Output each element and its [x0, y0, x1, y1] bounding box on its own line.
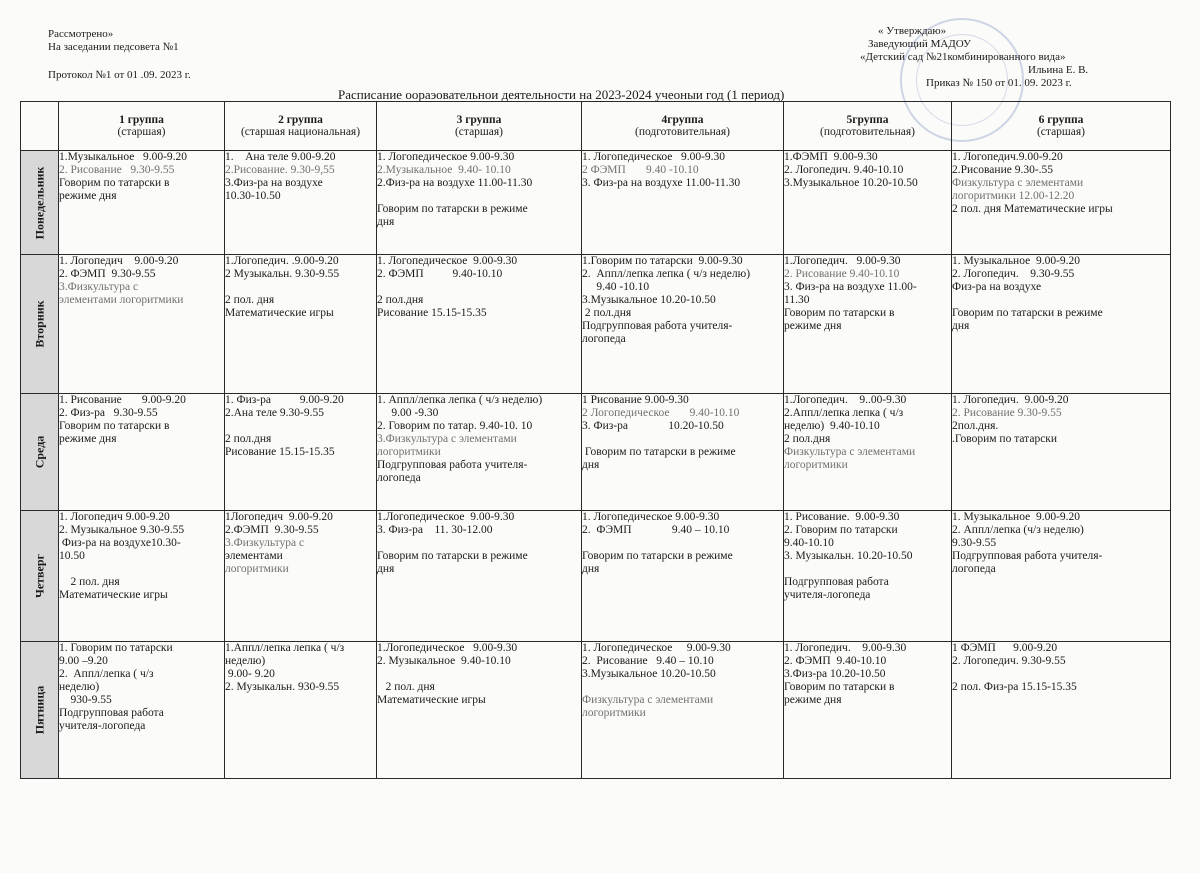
approve-label: « Утверждаю»	[878, 25, 947, 37]
activity-line: режиме дня	[784, 694, 842, 706]
activity-line: режиме дня	[59, 190, 117, 202]
activity-line: учителя-логопеда	[59, 720, 146, 732]
activity-line: 2.Физ-ра на воздухе 11.00-11.30	[377, 177, 533, 189]
activity-line: логопеда	[582, 333, 626, 345]
activity-line: Математические игры	[377, 694, 486, 706]
day-row	[21, 394, 1171, 511]
activity-line: 1.Аппл/лепка лепка ( ч/з	[225, 642, 345, 654]
activity-line: 2. ФЭМП 9.40-10.10	[784, 655, 887, 667]
activity-line: режиме дня	[59, 433, 117, 445]
activity-line: Подгрупповая работа учителя-	[582, 320, 733, 332]
day-name: Понедельник	[32, 166, 46, 239]
schedule-cell	[225, 511, 377, 642]
activity-line: 1. Логопедическое 9.00-9.30	[377, 151, 515, 163]
schedule-cell	[952, 642, 1171, 779]
activity-line: дня	[952, 320, 970, 332]
activity-line: 1. Логопедическое 9.00-9.30	[582, 151, 726, 163]
activity-line: 2 пол.дня	[784, 433, 831, 445]
activity-line: 9.00- 9.20	[225, 668, 275, 680]
schedule-cell	[377, 642, 582, 779]
activity-line	[377, 190, 581, 203]
activity-line: 1.Говорим по татарски 9.00-9.30	[582, 255, 743, 267]
schedule-cell	[59, 394, 225, 511]
activity-line: Физ-ра на воздухе	[952, 281, 1042, 293]
group-header-4: 4группа (подготовительная)	[582, 102, 784, 151]
activity-line: 2. Рисование 9.40 – 10.10	[582, 655, 714, 667]
activity-line: 1. Логопедич.9.00-9.20	[952, 151, 1063, 163]
activity-line: учителя-логопеда	[784, 589, 871, 601]
activity-line: режиме дня	[784, 320, 842, 332]
schedule-cell	[59, 511, 225, 642]
day-row	[21, 642, 1171, 779]
activity-line: Физкультура с элементами	[784, 446, 916, 458]
activity-line: Математические игры	[59, 589, 168, 601]
day-label-cell	[21, 642, 59, 779]
activity-line: 3.Физ-ра 10.20-10.50	[784, 668, 886, 680]
schedule-cell	[225, 151, 377, 255]
activity-line: 2. Музыкальн. 930-9.55	[225, 681, 340, 693]
activity-line: 1.Логопедическое 9.00-9.30	[377, 642, 518, 654]
activity-line: 1. Логопедич. 9.00-9.30	[784, 642, 907, 654]
activity-line: 1. Физ-ра 9.00-9.20	[225, 394, 344, 406]
schedule-cell	[59, 255, 225, 394]
activity-line: 2.Ана теле 9.30-9.55	[225, 407, 324, 419]
activity-line	[225, 281, 376, 294]
schedule-cell	[225, 642, 377, 779]
activity-line: 3. Музыкальн. 10.20-10.50	[784, 550, 913, 562]
day-label-cell	[21, 151, 59, 255]
activity-line	[784, 563, 951, 576]
activity-line: дня	[582, 459, 600, 471]
activity-line: .Говорим по татарски	[952, 433, 1058, 445]
activity-line: 2 пол. Физ-ра 15.15-15.35	[952, 681, 1077, 693]
council-line: На заседании педсовета №1	[48, 41, 179, 53]
activity-line: 2. ФЭМП 9.30-9.55	[59, 268, 156, 280]
activity-line: 1. Логопедическое 9.00-9.30	[582, 642, 731, 654]
schedule-cell	[377, 151, 582, 255]
schedule-cell	[377, 255, 582, 394]
group-header-6: 6 группа (старшая)	[952, 102, 1171, 151]
activity-line	[582, 537, 783, 550]
activity-line: 2 пол.дня	[225, 433, 272, 445]
activity-line: 3. Физ-ра 11. 30-12.00	[377, 524, 493, 536]
activity-line: Говорим по татарски в режиме	[377, 203, 528, 215]
activity-line: Математические игры	[225, 307, 334, 319]
activity-line: 3. Физ-ра на воздухе 11.00-	[784, 281, 917, 293]
activity-line: Говорим по татарски в	[59, 420, 170, 432]
activity-line: элементами	[225, 550, 283, 562]
activity-line	[582, 681, 783, 694]
day-name: Вторник	[32, 300, 46, 348]
activity-line: 2 пол.дня	[377, 294, 424, 306]
activity-line: 9.00 -9.30	[377, 407, 439, 419]
activity-line: 2 пол. дня	[59, 576, 120, 588]
schedule-cell	[582, 394, 784, 511]
activity-line: 1. Логопедич. 9.00-9.20	[952, 394, 1069, 406]
activity-line: 2. Рисование 9.30-9.55	[59, 164, 175, 176]
activity-line: Физкультура с элементами	[582, 694, 714, 706]
schedule-cell	[784, 255, 952, 394]
activity-line	[225, 420, 376, 433]
group-header-2: 2 группа (старшая национальная)	[225, 102, 377, 151]
activity-line: логоритмики	[225, 563, 289, 575]
activity-line: 1Логопедич 9.00-9.20	[225, 511, 333, 523]
head-name: Ильина Е. В.	[1028, 64, 1089, 76]
schedule-cell	[784, 511, 952, 642]
activity-line: Говорим по татарски в	[59, 177, 170, 189]
schedule-cell	[784, 151, 952, 255]
activity-line	[952, 294, 1170, 307]
activity-line: 2. Музыкальное 9.40-10.10	[377, 655, 511, 667]
activity-line: 2 пол. дня	[225, 294, 275, 306]
activity-line: Физкультура с элементами	[952, 177, 1084, 189]
schedule-cell	[952, 394, 1171, 511]
activity-line: 2. Музыкальное 9.30-9.55	[59, 524, 185, 536]
approval-block-left	[48, 28, 191, 82]
activity-line: 2. Логопедич. 9.40-10.10	[784, 164, 904, 176]
schedule-cell	[582, 511, 784, 642]
activity-line: дня	[377, 216, 395, 228]
activity-line: 2 пол.дня	[582, 307, 632, 319]
activity-line: 2. Аппл/лепка (ч/з неделю)	[952, 524, 1084, 536]
activity-line: Говорим по татарски в	[784, 307, 895, 319]
schedule-cell	[377, 394, 582, 511]
activity-line: неделю) 9.40-10.10	[784, 420, 880, 432]
activity-line: 3.Физкультура с	[59, 281, 139, 293]
order-line: Приказ № 150 от 01. 09. 2023 г.	[926, 77, 1072, 89]
approval-block-right	[848, 25, 1098, 90]
activity-line: Рисование 15.15-15.35	[225, 446, 335, 458]
activity-line: неделю)	[225, 655, 266, 667]
activity-line: логопеда	[377, 472, 421, 484]
activity-line: 2пол.дня.	[952, 420, 999, 432]
day-label-cell	[21, 394, 59, 511]
group-header-1: 1 группа (старшая)	[59, 102, 225, 151]
activity-line: Говорим по татарски в режиме	[582, 446, 736, 458]
schedule-cell	[59, 642, 225, 779]
activity-line: 1. Музыкальное 9.00-9.20	[952, 511, 1081, 523]
activity-line: 3. Физ-ра на воздухе 11.00-11.30	[582, 177, 741, 189]
day-label-cell	[21, 511, 59, 642]
activity-line: 2 Музыкальн. 9.30-9.55	[225, 268, 340, 280]
activity-line: 2.Рисование. 9.30-9,55	[225, 164, 335, 176]
activity-line: 2.ФЭМП 9.30-9.55	[225, 524, 319, 536]
day-label-cell	[21, 255, 59, 394]
activity-line: 2. ФЭМП 9.40-10.10	[377, 268, 503, 280]
activity-line: 2. Рисование 9.30-9.55	[952, 407, 1062, 419]
activity-line: логоритмики	[784, 459, 848, 471]
schedule-cell	[784, 394, 952, 511]
activity-line: дня	[377, 563, 395, 575]
activity-line: 2. Аппл/лепка ( ч/з	[59, 668, 154, 680]
activity-line: 1.Логопедич. 9.00-9.30	[784, 255, 901, 267]
activity-line: 1. Логопедич 9.00-9.20	[59, 255, 179, 267]
activity-line: 1 Рисование 9.00-9.30	[582, 394, 689, 406]
activity-line: 1. Музыкальное 9.00-9.20	[952, 255, 1081, 267]
group-header-5: 5группа (подготовительная)	[784, 102, 952, 151]
day-name: Четверг	[32, 554, 46, 598]
activity-line: 3.Музыкальное 10.20-10.50	[784, 177, 918, 189]
activity-line: 1 ФЭМП 9.00-9.20	[952, 642, 1058, 654]
protocol-line: Протокол №1 от 01 .09. 2023 г.	[48, 69, 191, 81]
activity-line: 2. Аппл/лепка лепка ( ч/з неделю)	[582, 268, 751, 280]
schedule-cell	[582, 642, 784, 779]
day-row	[21, 151, 1171, 255]
activity-line: логоритмики	[377, 446, 441, 458]
schedule-cell	[952, 511, 1171, 642]
activity-line: логоритмики 12.00-12.20	[952, 190, 1075, 202]
activity-line: 2. ФЭМП 9.40 – 10.10	[582, 524, 730, 536]
activity-line: 1. Говорим по татарски	[59, 642, 173, 654]
activity-line: 2.Аппл/лепка лепка ( ч/з	[784, 407, 904, 419]
day-name: Пятница	[32, 685, 46, 735]
activity-line: Рисование 15.15-15.35	[377, 307, 487, 319]
activity-line: 2.Музыкальное 9.40- 10.10	[377, 164, 511, 176]
activity-line: 2 пол. дня Математические игры	[952, 203, 1113, 215]
activity-line	[59, 563, 224, 576]
activity-line	[377, 668, 581, 681]
group-header-row	[21, 102, 1171, 151]
schedule-table	[20, 101, 1171, 779]
head-title: Заведующий МАДОУ	[868, 38, 971, 50]
schedule-cell	[582, 255, 784, 394]
activity-line: 9.40-10.10	[784, 537, 834, 549]
corner-cell	[21, 102, 59, 151]
activity-line: 2. Говорим по татарски	[784, 524, 898, 536]
schedule-cell	[59, 151, 225, 255]
activity-line: 9.30-9.55	[952, 537, 997, 549]
activity-line: элементами логоритмики	[59, 294, 184, 306]
activity-line: 11.30	[784, 294, 810, 306]
activity-line: 1. Аппл/лепка лепка ( ч/з неделю)	[377, 394, 543, 406]
schedule-cell	[225, 255, 377, 394]
activity-line: Физ-ра на воздухе10.30-	[59, 537, 181, 549]
activity-line: 3.Физкультура с элементами	[377, 433, 517, 445]
activity-line: 3. Физ-ра 10.20-10.50	[582, 420, 724, 432]
activity-line: Подгрупповая работа	[59, 707, 164, 719]
activity-line: 2. Говорим по татар. 9.40-10. 10	[377, 420, 533, 432]
activity-line: 10.30-10.50	[225, 190, 281, 202]
schedule-cell	[784, 642, 952, 779]
activity-line: логоритмики	[582, 707, 646, 719]
activity-line	[377, 281, 581, 294]
reviewed-label: Рассмотрено»	[48, 28, 114, 40]
activity-line: 2. Логопедич. 9.30-9.55	[952, 655, 1066, 667]
activity-line: неделю)	[59, 681, 100, 693]
activity-line: 3.Физ-ра на воздухе	[225, 177, 323, 189]
day-row	[21, 255, 1171, 394]
activity-line: Говорим по татарски в режиме	[377, 550, 528, 562]
activity-line: 1.Логопедич. .9.00-9.20	[225, 255, 339, 267]
kindergarten-name: «Детский сад №21комбинированного вида»	[860, 51, 1066, 63]
activity-line: Подгрупповая работа учителя-	[377, 459, 528, 471]
activity-line	[582, 433, 783, 446]
activity-line: 3.Музыкальное 10.20-10.50	[582, 294, 716, 306]
activity-line: Подгрупповая работа учителя-	[952, 550, 1103, 562]
activity-line: 10.50	[59, 550, 85, 562]
schedule-cell	[582, 151, 784, 255]
activity-line: 1. Рисование 9.00-9.20	[59, 394, 186, 406]
activity-line: Говорим по татарски в режиме	[582, 550, 733, 562]
activity-line	[952, 668, 1170, 681]
activity-line: Говорим по татарски в	[784, 681, 895, 693]
activity-line: 930-9.55	[59, 694, 112, 706]
activity-line: 3.Музыкальное 10.20-10.50	[582, 668, 716, 680]
activity-line: 2. Логопедич. 9.30-9.55	[952, 268, 1075, 280]
activity-line: 2 Логопедическое 9.40-10.10	[582, 407, 740, 419]
schedule-cell	[952, 255, 1171, 394]
schedule-cell	[225, 394, 377, 511]
schedule-cell	[377, 511, 582, 642]
activity-line: 2.Рисование 9.30-.55	[952, 164, 1054, 176]
activity-line: 1.Музыкальное 9.00-9.20	[59, 151, 188, 163]
activity-line: Говорим по татарски в режиме	[952, 307, 1103, 319]
schedule-cell	[952, 151, 1171, 255]
group-header-3: 3 группа (старшая)	[377, 102, 582, 151]
activity-line: логопеда	[952, 563, 996, 575]
activity-line: 9.40 -10.10	[582, 281, 650, 293]
activity-line: 1. Ана теле 9.00-9.20	[225, 151, 336, 163]
activity-line: дня	[582, 563, 600, 575]
activity-line: 1.Логопедическое 9.00-9.30	[377, 511, 515, 523]
activity-line: 2. Рисование 9.40-10.10	[784, 268, 900, 280]
activity-line: 1.ФЭМП 9.00-9.30	[784, 151, 878, 163]
activity-line: 2 пол. дня	[377, 681, 435, 693]
activity-line: 1. Логопедическое 9.00-9.30	[582, 511, 720, 523]
activity-line: 1.Логопедич. 9..00-9.30	[784, 394, 907, 406]
day-row	[21, 511, 1171, 642]
activity-line: 1. Рисование. 9.00-9.30	[784, 511, 900, 523]
activity-line: 2 ФЭМП 9.40 -10.10	[582, 164, 699, 176]
activity-line: 3.Физкультура с	[225, 537, 305, 549]
activity-line: 2. Физ-ра 9.30-9.55	[59, 407, 158, 419]
activity-line: 9.00 –9.20	[59, 655, 108, 667]
activity-line	[377, 537, 581, 550]
activity-line: 1. Логопедическое 9.00-9.30	[377, 255, 518, 267]
activity-line: 1. Логопедич 9.00-9.20	[59, 511, 170, 523]
day-name: Среда	[32, 435, 46, 469]
activity-line: Подгрупповая работа	[784, 576, 889, 588]
document-title: Расписание оораэовательнои деятельности на 2023-2024 учеоныи год (1 период)	[338, 87, 785, 102]
